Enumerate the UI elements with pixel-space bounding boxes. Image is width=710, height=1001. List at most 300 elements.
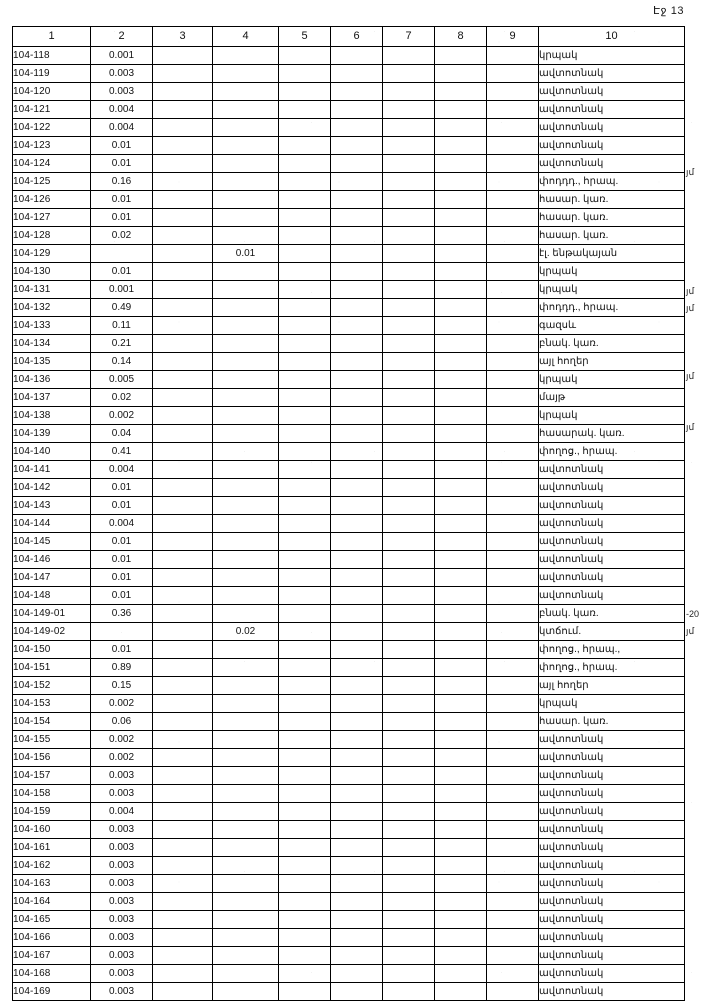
area-col-7 [383,695,435,713]
land-use-note: ավտոտնակ [539,893,685,911]
area-col-3 [153,695,213,713]
parcel-code: 104-131 [13,281,91,299]
page-number-label: Էջ 13 [653,5,684,17]
area-col-2: 0.02 [91,389,153,407]
area-col-2: 0.003 [91,965,153,983]
area-col-6 [331,65,383,83]
area-col-9 [487,155,539,173]
area-col-5 [279,191,331,209]
area-col-9 [487,947,539,965]
area-col-8 [435,695,487,713]
area-col-9 [487,137,539,155]
area-col-4 [213,749,279,767]
area-col-4 [213,173,279,191]
area-col-9 [487,47,539,65]
area-col-5 [279,983,331,1001]
area-col-5 [279,965,331,983]
table-row [13,857,685,875]
area-col-2: 0.003 [91,893,153,911]
area-col-7 [383,965,435,983]
area-col-5 [279,407,331,425]
area-col-3 [153,965,213,983]
area-col-8 [435,749,487,767]
table-row [13,515,685,533]
parcel-code: 104-144 [13,515,91,533]
margin-annotation: յմ [686,167,695,177]
land-use-note: ավտոտնակ [539,749,685,767]
area-col-9 [487,623,539,641]
parcel-code: 104-154 [13,713,91,731]
area-col-7 [383,47,435,65]
area-col-2: 0.004 [91,101,153,119]
margin-annotation: յմ [686,303,695,313]
margin-annotation: -20 [686,609,700,619]
area-col-2: 0.01 [91,155,153,173]
area-col-8 [435,713,487,731]
area-col-7 [383,389,435,407]
area-col-8 [435,371,487,389]
area-col-7 [383,65,435,83]
table-row [13,389,685,407]
area-col-6 [331,317,383,335]
parcel-code: 104-126 [13,191,91,209]
area-col-8 [435,299,487,317]
area-col-7 [383,281,435,299]
area-col-6 [331,767,383,785]
area-col-4 [213,875,279,893]
area-col-3 [153,101,213,119]
area-col-4 [213,389,279,407]
area-col-3 [153,821,213,839]
area-col-9 [487,65,539,83]
column-header-1: 1 [13,27,91,47]
area-col-9 [487,695,539,713]
area-col-5 [279,749,331,767]
parcel-code: 104-129 [13,245,91,263]
area-col-5 [279,281,331,299]
table-row [13,605,685,623]
area-col-4 [213,227,279,245]
land-use-note: էլ. ենթակայան [539,245,685,263]
area-col-9 [487,803,539,821]
area-col-9 [487,119,539,137]
land-use-note: ավտոտնակ [539,929,685,947]
area-col-9 [487,407,539,425]
area-col-2: 0.21 [91,335,153,353]
area-col-3 [153,605,213,623]
area-col-7 [383,713,435,731]
area-col-5 [279,821,331,839]
land-registry-table [12,26,685,1001]
table-header-row [13,27,685,47]
area-col-4 [213,533,279,551]
land-use-note: փողոց., հրապ., [539,641,685,659]
area-col-4 [213,155,279,173]
land-use-note: կտճում. [539,623,685,641]
area-col-5 [279,173,331,191]
area-col-8 [435,767,487,785]
area-col-3 [153,137,213,155]
area-col-5 [279,551,331,569]
land-use-note: կրպակ [539,695,685,713]
land-use-note: ավտոտնակ [539,137,685,155]
area-col-3 [153,191,213,209]
table-row [13,569,685,587]
parcel-code: 104-164 [13,893,91,911]
area-col-4 [213,101,279,119]
area-col-5 [279,65,331,83]
parcel-code: 104-166 [13,929,91,947]
land-use-note: հասար. կառ. [539,191,685,209]
parcel-code: 104-136 [13,371,91,389]
table-row [13,677,685,695]
area-col-9 [487,101,539,119]
area-col-4 [213,569,279,587]
area-col-7 [383,119,435,137]
area-col-7 [383,317,435,335]
area-col-4 [213,713,279,731]
area-col-5 [279,587,331,605]
area-col-8 [435,497,487,515]
area-col-7 [383,101,435,119]
area-col-4 [213,353,279,371]
table-row [13,911,685,929]
table-row [13,443,685,461]
area-col-9 [487,191,539,209]
table-row [13,83,685,101]
area-col-6 [331,461,383,479]
area-col-2: 0.01 [91,209,153,227]
area-col-9 [487,983,539,1001]
area-col-8 [435,191,487,209]
area-col-5 [279,119,331,137]
area-col-9 [487,605,539,623]
area-col-6 [331,443,383,461]
table-row [13,191,685,209]
area-col-4 [213,335,279,353]
area-col-5 [279,911,331,929]
area-col-7 [383,785,435,803]
land-use-note: բնակ. կառ. [539,335,685,353]
area-col-6 [331,407,383,425]
area-col-5 [279,533,331,551]
area-col-2: 0.001 [91,47,153,65]
area-col-9 [487,677,539,695]
table-row [13,479,685,497]
area-col-8 [435,353,487,371]
area-col-3 [153,461,213,479]
area-col-6 [331,173,383,191]
area-col-8 [435,479,487,497]
area-col-9 [487,929,539,947]
land-use-note: ավտոտնակ [539,497,685,515]
area-col-2: 0.16 [91,173,153,191]
area-col-5 [279,839,331,857]
area-col-2: 0.01 [91,191,153,209]
land-use-note: կրպակ [539,281,685,299]
table-row [13,173,685,191]
area-col-8 [435,335,487,353]
area-col-8 [435,533,487,551]
area-col-5 [279,803,331,821]
area-col-7 [383,821,435,839]
area-col-9 [487,335,539,353]
area-col-6 [331,389,383,407]
area-col-8 [435,677,487,695]
area-col-7 [383,605,435,623]
area-col-6 [331,929,383,947]
parcel-code: 104-133 [13,317,91,335]
area-col-7 [383,839,435,857]
land-use-note: փոդդդ., հրապ. [539,299,685,317]
land-use-note: մայթ [539,389,685,407]
parcel-code: 104-152 [13,677,91,695]
area-col-8 [435,119,487,137]
column-header-5: 5 [279,27,331,47]
area-col-2: 0.002 [91,695,153,713]
land-use-note: ավտոտնակ [539,479,685,497]
area-col-8 [435,983,487,1001]
land-use-note: ավտոտնակ [539,821,685,839]
table-row [13,299,685,317]
area-col-9 [487,569,539,587]
area-col-2: 0.003 [91,911,153,929]
area-col-9 [487,317,539,335]
area-col-6 [331,785,383,803]
table-row [13,101,685,119]
table-row [13,965,685,983]
area-col-6 [331,605,383,623]
area-col-4 [213,677,279,695]
land-use-note: ավտոտնակ [539,803,685,821]
area-col-5 [279,677,331,695]
area-col-8 [435,443,487,461]
area-col-2: 0.04 [91,425,153,443]
table-header [13,27,685,47]
area-col-6 [331,155,383,173]
area-col-4 [213,785,279,803]
area-col-2: 0.01 [91,551,153,569]
area-col-4 [213,641,279,659]
area-col-2: 0.01 [91,497,153,515]
area-col-3 [153,281,213,299]
area-col-8 [435,803,487,821]
area-col-2: 0.003 [91,929,153,947]
area-col-3 [153,767,213,785]
table-row [13,947,685,965]
land-use-note: գազսև [539,317,685,335]
area-col-4 [213,209,279,227]
table-row [13,155,685,173]
land-use-note: ավտոտնակ [539,569,685,587]
land-use-note: կրպակ [539,407,685,425]
area-col-2: 0.01 [91,587,153,605]
area-col-2: 0.02 [91,227,153,245]
area-col-3 [153,587,213,605]
area-col-4 [213,821,279,839]
area-col-3 [153,389,213,407]
area-col-3 [153,65,213,83]
area-col-3 [153,839,213,857]
area-col-7 [383,515,435,533]
area-col-5 [279,299,331,317]
area-col-7 [383,137,435,155]
area-col-2: 0.002 [91,731,153,749]
area-col-9 [487,641,539,659]
area-col-6 [331,839,383,857]
area-col-6 [331,47,383,65]
parcel-code: 104-118 [13,47,91,65]
area-col-6 [331,965,383,983]
table-body [13,47,685,1001]
parcel-code: 104-146 [13,551,91,569]
area-col-7 [383,947,435,965]
area-col-9 [487,515,539,533]
area-col-7 [383,983,435,1001]
table-row [13,785,685,803]
area-col-3 [153,227,213,245]
area-col-9 [487,497,539,515]
parcel-code: 104-161 [13,839,91,857]
table-row [13,137,685,155]
area-col-9 [487,875,539,893]
area-col-4 [213,443,279,461]
area-col-8 [435,209,487,227]
area-col-6 [331,353,383,371]
area-col-7 [383,155,435,173]
area-col-5 [279,443,331,461]
area-col-2: 0.003 [91,821,153,839]
parcel-code: 104-125 [13,173,91,191]
table-row [13,353,685,371]
table-row [13,731,685,749]
area-col-9 [487,173,539,191]
parcel-code: 104-158 [13,785,91,803]
area-col-4 [213,605,279,623]
area-col-9 [487,821,539,839]
land-use-note: ավտոտնակ [539,461,685,479]
area-col-9 [487,461,539,479]
area-col-8 [435,227,487,245]
area-col-8 [435,389,487,407]
area-col-9 [487,209,539,227]
area-col-9 [487,281,539,299]
area-col-2: 0.003 [91,767,153,785]
area-col-6 [331,209,383,227]
area-col-5 [279,767,331,785]
area-col-8 [435,821,487,839]
area-col-2: 0.01 [91,263,153,281]
area-col-7 [383,263,435,281]
area-col-6 [331,227,383,245]
table-row [13,659,685,677]
area-col-3 [153,317,213,335]
area-col-3 [153,173,213,191]
area-col-6 [331,677,383,695]
area-col-6 [331,731,383,749]
area-col-3 [153,875,213,893]
land-use-note: ավտոտնակ [539,119,685,137]
table-row [13,281,685,299]
area-col-8 [435,65,487,83]
land-use-note: ավտոտնակ [539,551,685,569]
parcel-code: 104-141 [13,461,91,479]
area-col-8 [435,83,487,101]
area-col-2: 0.89 [91,659,153,677]
area-col-9 [487,785,539,803]
area-col-3 [153,443,213,461]
table-row [13,821,685,839]
area-col-4 [213,281,279,299]
parcel-code: 104-128 [13,227,91,245]
area-col-4 [213,839,279,857]
area-col-2: 0.004 [91,119,153,137]
table-row [13,803,685,821]
area-col-7 [383,767,435,785]
area-col-3 [153,425,213,443]
area-col-3 [153,209,213,227]
area-col-2: 0.36 [91,605,153,623]
area-col-8 [435,137,487,155]
area-col-5 [279,785,331,803]
area-col-5 [279,947,331,965]
land-use-note: ավտոտնակ [539,101,685,119]
area-col-2: 0.41 [91,443,153,461]
area-col-9 [487,911,539,929]
area-col-7 [383,641,435,659]
area-col-5 [279,875,331,893]
area-col-6 [331,533,383,551]
area-col-4: 0.02 [213,623,279,641]
land-use-note: ավտոտնակ [539,785,685,803]
area-col-6 [331,479,383,497]
table-row [13,641,685,659]
land-use-note: հասարակ. կառ. [539,425,685,443]
parcel-code: 104-140 [13,443,91,461]
table-row [13,407,685,425]
area-col-4 [213,461,279,479]
parcel-code: 104-137 [13,389,91,407]
table-row [13,839,685,857]
area-col-6 [331,587,383,605]
area-col-3 [153,731,213,749]
land-use-note: ավտոտնակ [539,839,685,857]
area-col-7 [383,551,435,569]
column-header-6: 6 [331,27,383,47]
parcel-code: 104-142 [13,479,91,497]
parcel-code: 104-149-02 [13,623,91,641]
area-col-3 [153,569,213,587]
parcel-code: 104-150 [13,641,91,659]
area-col-5 [279,713,331,731]
area-col-7 [383,209,435,227]
area-col-7 [383,497,435,515]
margin-annotation: յմ [686,286,695,296]
area-col-7 [383,173,435,191]
area-col-4 [213,497,279,515]
area-col-6 [331,911,383,929]
area-col-5 [279,569,331,587]
area-col-2: 0.01 [91,641,153,659]
area-col-6 [331,371,383,389]
area-col-2: 0.004 [91,803,153,821]
table-row [13,587,685,605]
column-header-2: 2 [91,27,153,47]
parcel-code: 104-120 [13,83,91,101]
table-row [13,371,685,389]
area-col-2: 0.003 [91,839,153,857]
margin-notes-column [684,26,710,986]
